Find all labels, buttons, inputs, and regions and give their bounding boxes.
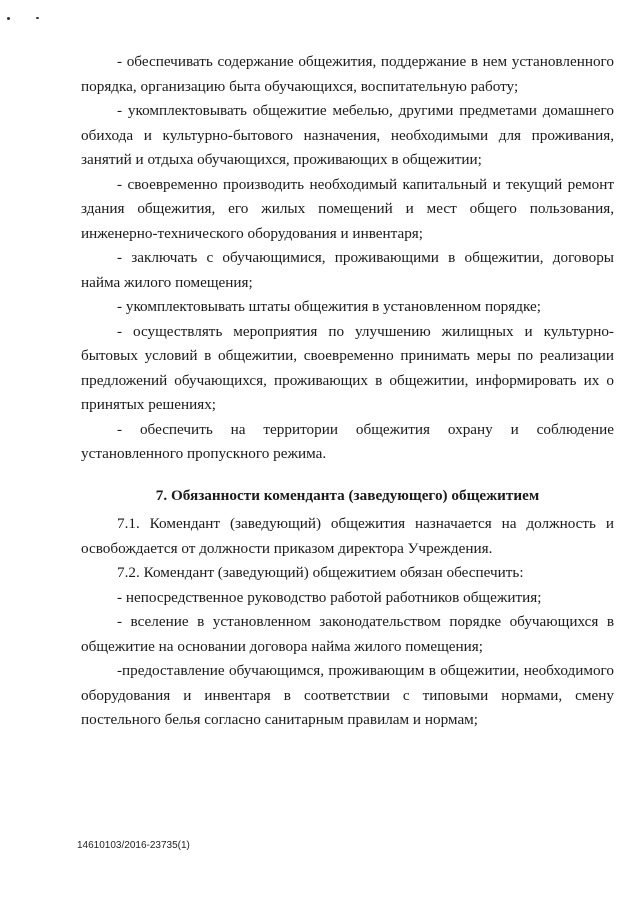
section-paragraph: 7.2. Комендант (заведующий) общежитием обязан обеспечить: — [117, 564, 524, 581]
duty-item: - заключать с обучающимися, проживающими в общежитии, договоры найма жилого помещения; — [81, 249, 614, 291]
duty-item: - обеспечивать содержание общежития, поддержание в нем установленного порядка, организацию быта обучающихся, воспитательную работу; — [81, 53, 614, 95]
section-heading: 7. Обязанности коменданта (заведующего) общежитием — [155, 486, 540, 504]
duty-item: -предоставление обучающимся, проживающим в общежитии, необходимого оборудования и инвентаря в соответствии с типовыми нормами, смену постельного белья согласно санитарным правилам и нормам; — [81, 662, 614, 728]
duty-item: - укомплектовывать штаты общежития в установленном порядке; — [117, 298, 541, 315]
duty-item: - обеспечить на территории общежития охрану и соблюдение установленного пропускного режима. — [81, 420, 614, 462]
scan-speck — [36, 17, 39, 19]
scan-speck — [7, 17, 10, 20]
duty-item: - вселение в установленном законодательством порядке обучающихся в общежитие на основании договора найма жилого помещения; — [81, 613, 614, 655]
duty-item: - укомплектовывать общежитие мебелью, другими предметами домашнего обихода и культурно-бытового назначения, необходимыми для проживания, занятий и отдыха обучающихся, проживающих в общежитии; — [81, 102, 614, 168]
document-number: 14610103/2016-23735(1) — [77, 840, 190, 851]
duty-item: - непосредственное руководство работой работников общежития; — [117, 588, 542, 606]
section-paragraph: 7.1. Комендант (заведующий) общежития назначается на должность и освобождается от должности приказом директора Учреждения. — [81, 515, 614, 557]
document-body — [81, 50, 614, 733]
duty-item: - своевременно производить необходимый капитальный и текущий ремонт здания общежития, его жилых помещений и мест общего пользования, инженерно-технического оборудования и инвентаря; — [81, 175, 614, 242]
duty-item: - осуществлять мероприятия по улучшению жилищных и культурно-бытовых условий в общежитии, своевременно принимать меры по реализации предложений обучающихся, проживающих в общежитии, информировать их о принятых решениях; — [81, 322, 614, 413]
